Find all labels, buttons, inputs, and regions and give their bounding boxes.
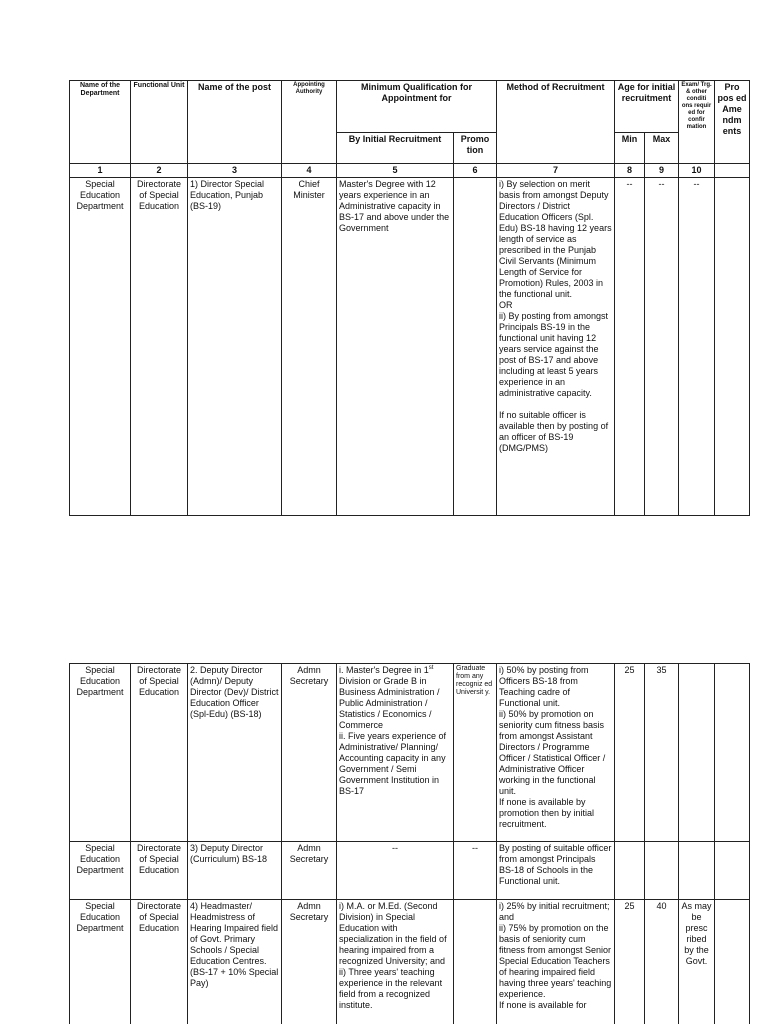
cell-exam <box>679 842 715 900</box>
column-number: 5 <box>337 164 454 178</box>
cell-department: Special Education Department <box>70 842 131 900</box>
cell-post: 1) Director Special Education, Punjab (BS-19) <box>188 178 282 516</box>
header-proposed: Pro pos ed Ame ndm ents <box>715 81 750 164</box>
header-age: Age for initial recruitment <box>615 81 679 133</box>
table-row <box>70 178 750 516</box>
cell-min-age: -- <box>615 178 645 516</box>
cell-initial-qualification: Master's Degree with 12 years experience in an Administrative capacity in BS-17 and above under the Government <box>337 178 454 516</box>
cell-promotion-qualification: -- <box>454 842 497 900</box>
header-min: Min <box>615 133 645 164</box>
cell-max-age: 35 <box>645 664 679 842</box>
column-number: 10 <box>679 164 715 178</box>
cell-department: Special Education Department <box>70 664 131 842</box>
recruitment-table-top <box>69 80 750 516</box>
cell-functional-unit: Directorate of Special Education <box>131 664 188 842</box>
cell-post: 2. Deputy Director (Admn)/ Deputy Director (Dev)/ District Education Officer (Spl-Edu) (BS-18) <box>188 664 282 842</box>
cell-authority: Admn Secretary <box>282 900 337 1024</box>
cell-initial-qualification: i) M.A. or M.Ed. (Second Division) in Special Education with specialization in the field of hearing impaired from a recognized University; and ii) Three years' teaching experience in the relevant field from a recognized institute. <box>337 900 454 1024</box>
recruitment-table-bottom <box>69 663 750 1024</box>
cell-initial-qualification: -- <box>337 842 454 900</box>
header-method: Method of Recruitment <box>497 81 615 164</box>
qualification-text: i. Master's Degree in 1 <box>339 665 429 675</box>
qualification-text: Division or Grade B in Business Administration / Public Administration / Statistics / Economics / Commerce ii. Five years experience of Administrative/ Planning/ Accounting capacity in any Government / Semi Government Institution in BS-17 <box>339 676 447 796</box>
cell-method: i) 25% by initial recruitment; and ii) 75% by promotion on the basis of seniority cum fitness from amongst Senior Special Education Teachers of hearing impaired field having three years' teaching experience. If none is available for <box>497 900 615 1024</box>
cell-max-age: 40 <box>645 900 679 1024</box>
cell-functional-unit: Directorate of Special Education <box>131 178 188 516</box>
cell-authority: Chief Minister <box>282 178 337 516</box>
cell-max-age: -- <box>645 178 679 516</box>
ordinal-suffix: st <box>428 665 434 671</box>
cell-proposed <box>715 178 750 516</box>
cell-initial-qualification <box>337 664 454 842</box>
cell-proposed <box>715 842 750 900</box>
cell-promotion-qualification <box>454 900 497 1024</box>
column-number: 9 <box>645 164 679 178</box>
cell-post: 4) Headmaster/ Headmistress of Hearing Impaired field of Govt. Primary Schools / Special Education Centres. (BS-17 + 10% Special Pay) <box>188 900 282 1024</box>
cell-department: Special Education Department <box>70 900 131 1024</box>
cell-min-age <box>615 842 645 900</box>
header-exam: Exam/ Trg. & other conditi ons requir ed for confir mation <box>679 81 715 164</box>
cell-proposed <box>715 664 750 842</box>
column-number: 3 <box>188 164 282 178</box>
header-initial: By Initial Recruitment <box>337 133 454 164</box>
header-department: Name of the Department <box>70 81 131 164</box>
cell-authority: Admn Secretary <box>282 664 337 842</box>
header-promotion: Promo tion <box>454 133 497 164</box>
cell-min-age: 25 <box>615 900 645 1024</box>
cell-method: By posting of suitable officer from amongst Principals BS-18 of Schools in the Functional unit. <box>497 842 615 900</box>
cell-exam <box>679 664 715 842</box>
cell-authority: Admn Secretary <box>282 842 337 900</box>
column-number: 7 <box>497 164 615 178</box>
column-number <box>715 164 750 178</box>
column-number-row <box>70 164 750 178</box>
header-post: Name of the post <box>188 81 282 164</box>
header-max: Max <box>645 133 679 164</box>
column-number: 6 <box>454 164 497 178</box>
cell-max-age <box>645 842 679 900</box>
column-number: 4 <box>282 164 337 178</box>
cell-exam: As may be presc ribed by the Govt. <box>679 900 715 1024</box>
table-row <box>70 664 750 842</box>
column-number: 2 <box>131 164 188 178</box>
column-number: 1 <box>70 164 131 178</box>
column-number: 8 <box>615 164 645 178</box>
cell-promotion-qualification <box>454 178 497 516</box>
header-functional-unit: Functional Unit <box>131 81 188 164</box>
cell-post: 3) Deputy Director (Curriculum) BS-18 <box>188 842 282 900</box>
header-qualification: Minimum Qualification for Appointment for <box>337 81 497 133</box>
header-authority: Appointing Authority <box>282 81 337 164</box>
cell-promotion-qualification: Graduate from any recogniz ed Universit y. <box>454 664 497 842</box>
table-row <box>70 900 750 1024</box>
cell-functional-unit: Directorate of Special Education <box>131 842 188 900</box>
cell-functional-unit: Directorate of Special Education <box>131 900 188 1024</box>
cell-exam: -- <box>679 178 715 516</box>
cell-min-age: 25 <box>615 664 645 842</box>
cell-method: i) 50% by posting from Officers BS-18 from Teaching cadre of Functional unit. ii) 50% by promotion on seniority cum fitness basis from amongst Assistant Directors / Programme Officer / Statistical Officer / Administrative Officer working in the functional unit. If none is available by promotion then by initial recruitment. <box>497 664 615 842</box>
cell-department: Special Education Department <box>70 178 131 516</box>
table-row <box>70 842 750 900</box>
cell-method: i) By selection on merit basis from amongst Deputy Directors / District Education Officers (Spl. Edu) BS-18 having 12 years length of service as prescribed in the Punjab Civil Servants (Minimum Length of Service for Promotion) Rules, 2003 in the functional unit. OR ii) By posting from amongst Principals BS-19 in the functional unit having 12 years service against the post of BS-17 and above including at least 5 years experience in an administrative capacity. If no suitable officer is available then by posting of an officer of BS-19 (DMG/PMS) <box>497 178 615 516</box>
cell-proposed <box>715 900 750 1024</box>
